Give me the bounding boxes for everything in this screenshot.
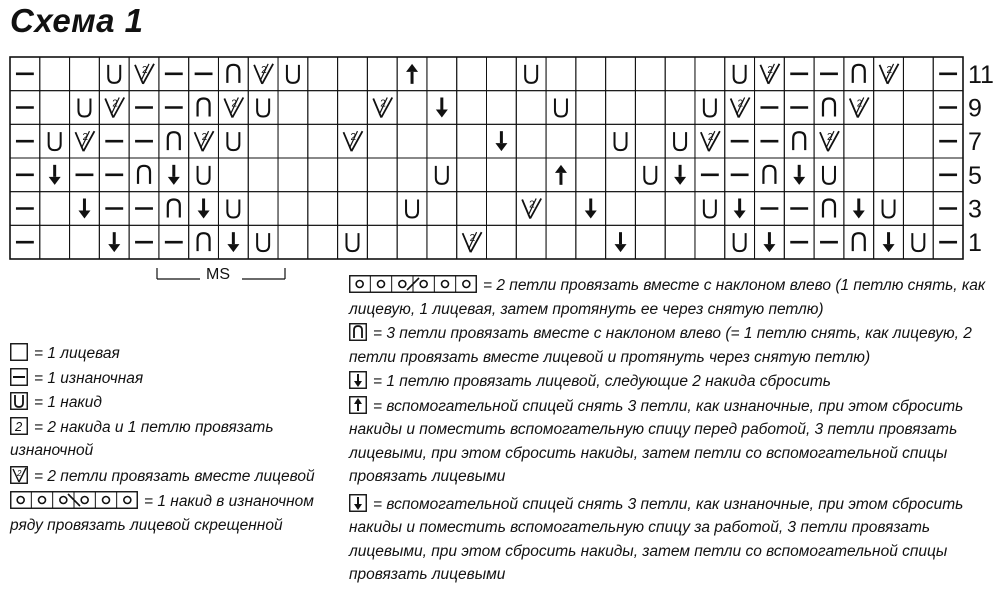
legend-item bbox=[10, 367, 330, 391]
row-number-label: 1 bbox=[968, 229, 982, 258]
svg-text:2: 2 bbox=[17, 468, 22, 478]
row-number-label: 7 bbox=[968, 128, 982, 157]
legend-text: = вспомогательной спицей снять 3 петли, как изнаночные, при этом сбросить накиды и поместить вспомогательную спицу за работой, 3 петли провязать лицевыми, при этом сбросить накиды, затем петли со вспомогательной спицы провязать лицевыми bbox=[349, 495, 964, 583]
circles-left-icon bbox=[349, 275, 477, 293]
svg-text:2: 2 bbox=[261, 64, 267, 76]
legend-item bbox=[349, 370, 994, 394]
k2-icon bbox=[10, 466, 28, 484]
svg-text:2: 2 bbox=[856, 98, 863, 110]
repeat-marker bbox=[156, 264, 286, 288]
row-number-label: 3 bbox=[968, 195, 982, 224]
svg-text:2: 2 bbox=[201, 132, 208, 144]
svg-text:2: 2 bbox=[15, 418, 23, 434]
legend-item bbox=[10, 465, 330, 489]
svg-text:2: 2 bbox=[380, 98, 386, 110]
circles-right-icon bbox=[10, 491, 138, 509]
svg-text:2: 2 bbox=[231, 98, 237, 110]
legend-text: = 2 петли провязать вместе лицевой bbox=[34, 467, 315, 485]
da-icon bbox=[349, 371, 367, 389]
page-title: Схема 1 bbox=[10, 2, 144, 39]
svg-text:2: 2 bbox=[112, 98, 118, 110]
u-icon bbox=[10, 392, 28, 410]
legend-text: = 1 петлю провязать лицевой, следующие 2 накида сбросить bbox=[373, 373, 831, 390]
legend-item bbox=[349, 274, 994, 321]
dash-icon bbox=[10, 368, 28, 386]
svg-text:2: 2 bbox=[142, 64, 148, 76]
legend-text: = 3 петли провязать вместе с наклоном влево (= 1 петлю снять, как лицевую, 2 петли провязать вместе лицевой и протянуть через снятую петлю) bbox=[349, 325, 972, 366]
da-icon bbox=[349, 494, 367, 512]
two-icon bbox=[10, 417, 28, 435]
ua-icon bbox=[349, 396, 367, 414]
legend-left bbox=[10, 342, 330, 537]
legend-item bbox=[10, 490, 330, 537]
legend-item bbox=[10, 342, 330, 366]
svg-text:2: 2 bbox=[529, 199, 535, 211]
legend-item bbox=[349, 395, 994, 489]
svg-text:2: 2 bbox=[82, 132, 89, 144]
svg-text:2: 2 bbox=[826, 132, 833, 144]
svg-text:2: 2 bbox=[737, 98, 744, 110]
legend-text: = 1 изнаночная bbox=[34, 369, 144, 387]
legend-right bbox=[349, 274, 994, 587]
row-number-label: 11 bbox=[968, 60, 994, 89]
row-number-label: 9 bbox=[968, 94, 982, 123]
legend-text: = вспомогательной спицей снять 3 петли, как изнаночные, при этом сбросить накиды и поместить вспомогательную спицу перед работой, 3 петли провязать лицевыми, при этом сбросить накиды, затем петли со вспомогательной спицы провязать лицевыми bbox=[349, 397, 964, 485]
svg-text:2: 2 bbox=[469, 233, 476, 245]
svg-text:2: 2 bbox=[767, 64, 773, 76]
legend-text: = 1 накид в изнаночном ряду провязать лицевой скрещенной bbox=[10, 493, 314, 534]
n-icon bbox=[349, 323, 367, 341]
legend-item bbox=[10, 416, 330, 463]
legend-text: = 1 накид bbox=[34, 394, 102, 411]
svg-text:2: 2 bbox=[350, 132, 357, 144]
legend-item bbox=[349, 493, 994, 587]
legend-text: = 2 накида и 1 петлю провязать изнаночной bbox=[10, 418, 274, 459]
empty-icon bbox=[10, 343, 28, 361]
row-number-label: 5 bbox=[968, 161, 982, 190]
legend-text: = 2 петли провязать вместе с наклоном влево (1 петлю снять, как лицевую, 1 лицевая, затем протянуть ее через снятую петлю) bbox=[349, 277, 986, 318]
svg-text:2: 2 bbox=[707, 132, 714, 144]
legend-item bbox=[349, 322, 994, 369]
legend-text: = 1 лицевая bbox=[34, 345, 120, 362]
legend-item bbox=[10, 391, 330, 415]
svg-text:2: 2 bbox=[886, 64, 893, 76]
repeat-label: MS bbox=[206, 266, 230, 283]
